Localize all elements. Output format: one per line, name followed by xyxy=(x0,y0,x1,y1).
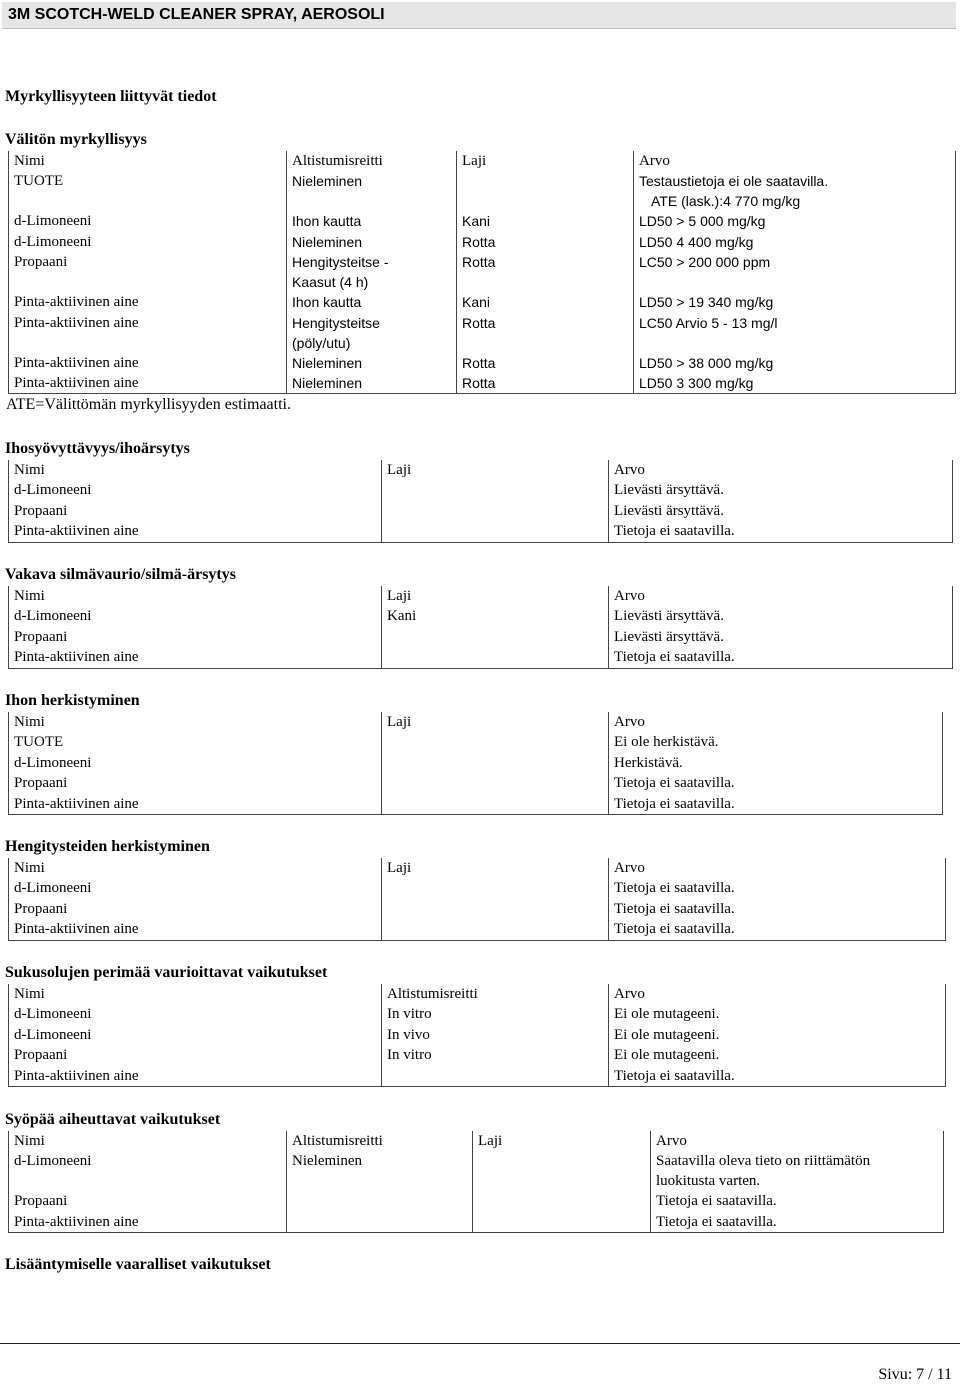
table-cell: Rotta xyxy=(457,232,634,252)
table-row xyxy=(9,1004,946,1024)
table-row xyxy=(9,1066,946,1087)
table-cell xyxy=(382,794,609,815)
table-cell xyxy=(382,1066,609,1087)
table-cell: In vitro xyxy=(382,1045,609,1065)
table-cell: Tietoja ei saatavilla. xyxy=(609,878,946,898)
table-cell: Pinta-aktiivinen aine xyxy=(9,521,382,542)
document-title: 3M SCOTCH-WELD CLEANER SPRAY, AEROSOLI xyxy=(8,6,385,23)
column-header: Altistumisreitti xyxy=(287,151,457,171)
table-row xyxy=(9,647,953,668)
column-header: Nimi xyxy=(9,858,382,878)
table-cell: Testaustietoja ei ole saatavilla. ATE (lask.):4 770 mg/kg xyxy=(634,171,956,211)
table-cell: LD50 > 5 000 mg/kg xyxy=(634,211,956,231)
table-cell: Pinta-aktiivinen aine xyxy=(9,794,382,815)
table-cell xyxy=(382,521,609,542)
table-row xyxy=(9,627,953,647)
table-cell: Lievästi ärsyttävä. xyxy=(609,606,953,626)
column-header: Arvo xyxy=(609,984,946,1004)
carcinogenicity-title: Syöpää aiheuttavat vaikutukset xyxy=(5,1111,221,1128)
column-header: Arvo xyxy=(609,858,946,878)
table-row xyxy=(9,1025,946,1045)
table-row xyxy=(9,606,953,626)
table-cell: d-Limoneeni xyxy=(9,606,382,626)
table-cell: d-Limoneeni xyxy=(9,1151,287,1191)
table-cell: Nieleminen xyxy=(287,171,457,211)
table-cell: Ei ole mutageeni. xyxy=(609,1004,946,1024)
table-cell: LD50 4 400 mg/kg xyxy=(634,232,956,252)
table-cell: Ei ole mutageeni. xyxy=(609,1045,946,1065)
table-cell: Pinta-aktiivinen aine xyxy=(9,313,287,353)
germ-cell-title: Sukusolujen perimää vaurioittavat vaikutukset xyxy=(5,964,328,981)
table-cell: LC50 > 200 000 ppm xyxy=(634,252,956,292)
table-cell: Tietoja ei saatavilla. xyxy=(609,647,953,668)
table-cell xyxy=(473,1212,651,1233)
table-cell: Herkistävä. xyxy=(609,753,943,773)
table-cell: Tietoja ei saatavilla. xyxy=(609,773,943,793)
table-header-row xyxy=(9,712,943,732)
table-cell: Saatavilla oleva tieto on riittämätön luokitusta varten. xyxy=(651,1151,944,1191)
column-header: Nimi xyxy=(9,1131,287,1151)
table-cell xyxy=(382,878,609,898)
table-cell: Lievästi ärsyttävä. xyxy=(609,501,953,521)
table-cell: Pinta-aktiivinen aine xyxy=(9,292,287,312)
table-cell: In vivo xyxy=(382,1025,609,1045)
column-header: Arvo xyxy=(609,712,943,732)
table-cell: Ei ole herkistävä. xyxy=(609,732,943,752)
table-cell: TUOTE xyxy=(9,732,382,752)
acute-toxicity-title: Välitön myrkyllisyys xyxy=(5,131,147,148)
table-cell: Lievästi ärsyttävä. xyxy=(609,627,953,647)
table-cell: Tietoja ei saatavilla. xyxy=(609,919,946,940)
column-header: Nimi xyxy=(9,712,382,732)
column-header: Laji xyxy=(382,586,609,606)
table-header-row xyxy=(9,1131,944,1151)
table-row xyxy=(9,794,943,815)
table-cell: Pinta-aktiivinen aine xyxy=(9,647,382,668)
table-row xyxy=(9,521,953,542)
column-header: Laji xyxy=(457,151,634,171)
table-cell: LD50 > 38 000 mg/kg xyxy=(634,353,956,373)
table-cell: Tietoja ei saatavilla. xyxy=(609,899,946,919)
eye-damage-table xyxy=(8,586,953,669)
germ-cell-table xyxy=(8,984,946,1087)
table-cell: Propaani xyxy=(9,899,382,919)
table-row xyxy=(9,732,943,752)
table-cell xyxy=(382,919,609,940)
table-cell: Pinta-aktiivinen aine xyxy=(9,1212,287,1233)
table-cell: Rotta xyxy=(457,373,634,394)
table-row xyxy=(9,171,956,211)
table-row xyxy=(9,1212,944,1233)
table-header-row xyxy=(9,151,956,171)
table-row xyxy=(9,1151,944,1191)
table-cell: Kani xyxy=(382,606,609,626)
table-cell: Ihon kautta xyxy=(287,211,457,231)
table-row xyxy=(9,501,953,521)
table-cell xyxy=(287,1191,473,1211)
table-cell: d-Limoneeni xyxy=(9,211,287,231)
table-cell: Tietoja ei saatavilla. xyxy=(651,1212,944,1233)
table-cell xyxy=(382,732,609,752)
table-cell xyxy=(382,627,609,647)
respiratory-sensitization-title: Hengitysteiden herkistyminen xyxy=(5,838,210,855)
column-header: Laji xyxy=(382,460,609,480)
table-cell: Nieleminen xyxy=(287,232,457,252)
table-row xyxy=(9,773,943,793)
column-header: Laji xyxy=(473,1131,651,1151)
table-cell: Kani xyxy=(457,292,634,312)
table-row xyxy=(9,878,946,898)
table-cell: Ei ole mutageeni. xyxy=(609,1025,946,1045)
table-cell: Lievästi ärsyttävä. xyxy=(609,480,953,500)
table-cell: Tietoja ei saatavilla. xyxy=(609,521,953,542)
eye-damage-title: Vakava silmävaurio/silmä-ärsytys xyxy=(5,566,236,583)
table-cell: Propaani xyxy=(9,1191,287,1211)
table-cell: d-Limoneeni xyxy=(9,480,382,500)
table-cell: Kani xyxy=(457,211,634,231)
carcinogenicity-table xyxy=(8,1131,944,1233)
table-cell xyxy=(473,1151,651,1191)
page-number: Sivu: 7 / 11 xyxy=(878,1366,952,1383)
table-cell: Hengitysteitse - Kaasut (4 h) xyxy=(287,252,457,292)
table-cell: Rotta xyxy=(457,353,634,373)
table-cell: Pinta-aktiivinen aine xyxy=(9,373,287,394)
table-cell: LC50 Arvio 5 - 13 mg/l xyxy=(634,313,956,353)
column-header: Arvo xyxy=(651,1131,944,1151)
respiratory-sensitization-table xyxy=(8,858,946,941)
table-cell: Pinta-aktiivinen aine xyxy=(9,1066,382,1087)
table-cell: Tietoja ei saatavilla. xyxy=(609,1066,946,1087)
table-row xyxy=(9,232,956,252)
reproductive-toxicity-title: Lisääntymiselle vaaralliset vaikutukset xyxy=(5,1256,271,1273)
skin-sensitization-title: Ihon herkistyminen xyxy=(5,692,140,709)
table-cell: Rotta xyxy=(457,252,634,292)
table-row xyxy=(9,1045,946,1065)
table-cell: Ihon kautta xyxy=(287,292,457,312)
table-cell xyxy=(382,647,609,668)
table-cell: Hengitysteitse (pöly/utu) xyxy=(287,313,457,353)
table-row xyxy=(9,313,956,353)
table-row xyxy=(9,353,956,373)
table-header-row xyxy=(9,984,946,1004)
table-row xyxy=(9,1191,944,1211)
column-header: Altistumisreitti xyxy=(287,1131,473,1151)
table-row xyxy=(9,373,956,394)
skin-irritation-title: Ihosyövyttävyys/ihoärsytys xyxy=(5,440,190,457)
table-cell xyxy=(382,480,609,500)
table-row xyxy=(9,211,956,231)
column-header: Arvo xyxy=(609,460,953,480)
table-cell: Rotta xyxy=(457,313,634,353)
table-cell xyxy=(457,171,634,211)
table-cell: Nieleminen xyxy=(287,353,457,373)
footer-divider xyxy=(0,1343,960,1344)
table-row xyxy=(9,753,943,773)
table-cell: Propaani xyxy=(9,501,382,521)
table-header-row xyxy=(9,586,953,606)
table-cell: d-Limoneeni xyxy=(9,1025,382,1045)
table-cell: Pinta-aktiivinen aine xyxy=(9,919,382,940)
table-row xyxy=(9,292,956,312)
table-row xyxy=(9,899,946,919)
table-row xyxy=(9,480,953,500)
table-cell: TUOTE xyxy=(9,171,287,211)
table-cell: Tietoja ei saatavilla. xyxy=(651,1191,944,1211)
table-cell: Propaani xyxy=(9,1045,382,1065)
table-header-row xyxy=(9,460,953,480)
column-header: Nimi xyxy=(9,460,382,480)
table-cell: Nieleminen xyxy=(287,1151,473,1191)
table-cell: d-Limoneeni xyxy=(9,232,287,252)
column-header: Altistumisreitti xyxy=(382,984,609,1004)
table-cell: Propaani xyxy=(9,252,287,292)
ate-note: ATE=Välittömän myrkyllisyyden estimaatti. xyxy=(6,396,291,413)
table-cell: Nieleminen xyxy=(287,373,457,394)
table-row xyxy=(9,919,946,940)
column-header: Laji xyxy=(382,858,609,878)
column-header: Nimi xyxy=(9,984,382,1004)
table-cell xyxy=(382,753,609,773)
table-cell xyxy=(382,773,609,793)
column-header: Laji xyxy=(382,712,609,732)
table-cell xyxy=(382,501,609,521)
table-cell xyxy=(382,899,609,919)
table-cell: Propaani xyxy=(9,627,382,647)
table-cell: d-Limoneeni xyxy=(9,753,382,773)
document-header xyxy=(2,2,956,29)
table-cell xyxy=(473,1191,651,1211)
table-cell xyxy=(287,1212,473,1233)
table-row xyxy=(9,252,956,292)
table-cell: LD50 > 19 340 mg/kg xyxy=(634,292,956,312)
table-cell: d-Limoneeni xyxy=(9,1004,382,1024)
column-header: Arvo xyxy=(634,151,956,171)
table-cell: In vitro xyxy=(382,1004,609,1024)
table-cell: d-Limoneeni xyxy=(9,878,382,898)
column-header: Arvo xyxy=(609,586,953,606)
column-header: Nimi xyxy=(9,151,287,171)
skin-sensitization-table xyxy=(8,712,943,815)
table-cell: Pinta-aktiivinen aine xyxy=(9,353,287,373)
acute-toxicity-table xyxy=(8,151,956,394)
table-cell: LD50 3 300 mg/kg xyxy=(634,373,956,394)
skin-irritation-table xyxy=(8,460,953,543)
table-cell: Propaani xyxy=(9,773,382,793)
table-header-row xyxy=(9,858,946,878)
section-title: Myrkyllisyyteen liittyvät tiedot xyxy=(5,88,217,105)
column-header: Nimi xyxy=(9,586,382,606)
table-cell: Tietoja ei saatavilla. xyxy=(609,794,943,815)
